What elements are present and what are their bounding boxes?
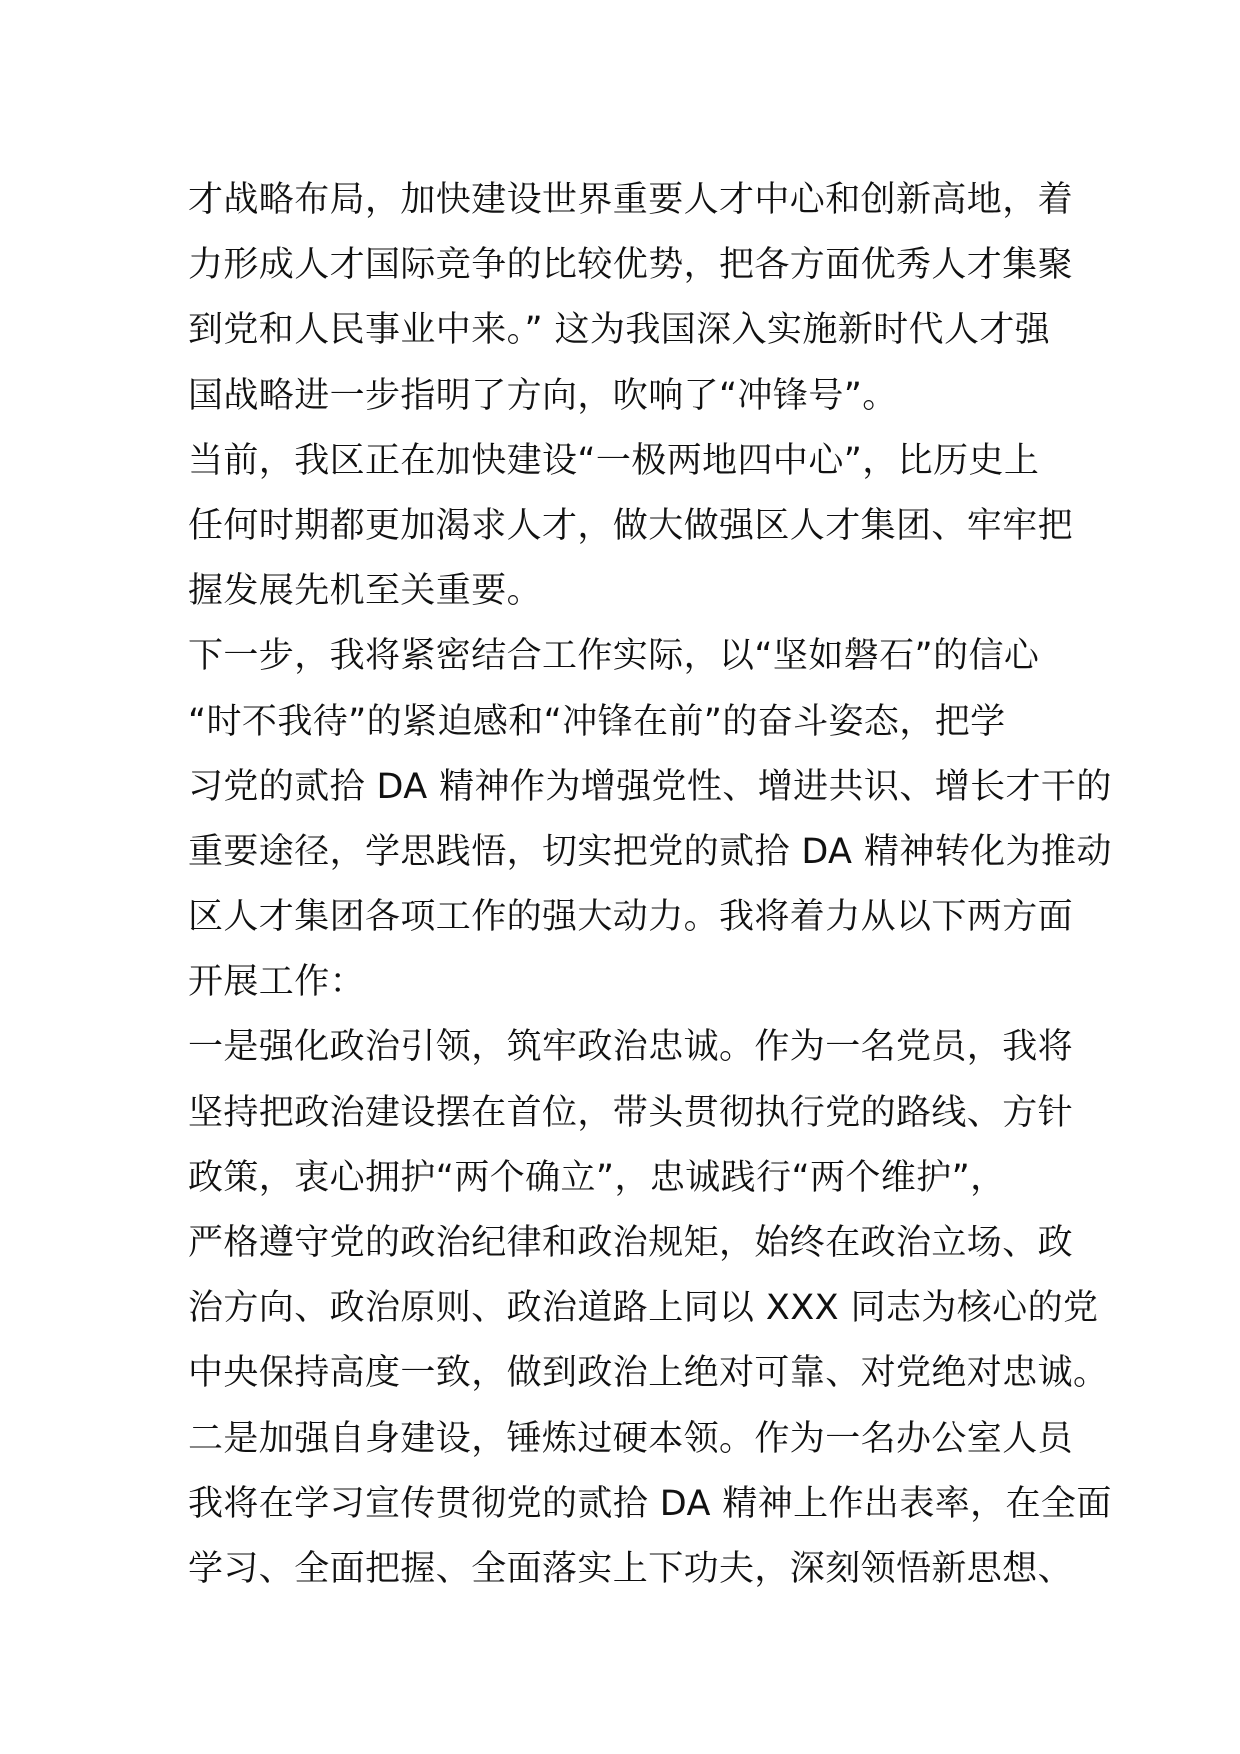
text-line-13: 开展工作： [188,962,366,1003]
text-line-5: 当前，我区正在加快建设“一极两地四中心”，比历史上 [188,440,1040,481]
text-line-9: “时不我待”的紧迫感和“冲锋在前”的奋斗姿态，把学 [188,701,1006,742]
text-line-3: 到党和人民事业中来。” 这为我国深入实施新时代人才强 [188,310,1051,351]
text-line-19: 中央保持高度一致，做到政治上绝对可靠、对党绝对忠诚。 [188,1353,1109,1394]
text-line-7: 握发展先机至关重要。 [188,571,543,612]
text-line-2: 力形成人才国际竞争的比较优势，把各方面优秀人才集聚 [188,245,1074,286]
text-line-4: 国战略进一步指明了方向，吹响了“冲锋号”。 [188,375,898,416]
text-line-20: 二是加强自身建设，锤炼过硬本领。作为一名办公室人员 [188,1418,1074,1459]
text-line-15: 坚持把政治建设摆在首位，带头贯彻执行党的路线、方针 [188,1092,1074,1133]
text-line-1: 才战略布局，加快建设世界重要人才中心和创新高地，着 [188,180,1074,220]
text-line-18: 治方向、政治原则、政治道路上同以 XXX 同志为核心的党 [188,1288,1099,1329]
text-line-16: 政策，衷心拥护“两个确立”，忠诚践行“两个维护”， [188,1157,1006,1198]
body-text [188,168,1112,1602]
text-line-17: 严格遵守党的政治纪律和政治规矩，始终在政治立场、政 [188,1223,1074,1263]
text-line-11: 重要途径，学思践悟，切实把党的贰拾 DA 精神转化为推动 [188,831,1112,872]
text-line-21: 我将在学习宣传贯彻党的贰拾 DA 精神上作出表率，在全面 [188,1483,1112,1524]
text-line-6: 任何时期都更加渴求人才，做大做强区人才集团、牢牢把 [188,505,1074,546]
text-line-12: 区人才集团各项工作的强大动力。我将着力从以下两方面 [188,897,1074,938]
text-line-8: 下一步，我将紧密结合工作实际，以“坚如磐石”的信心 [188,636,1040,677]
text-line-22: 学习、全面把握、全面落实上下功夫，深刻领悟新思想、 [188,1548,1074,1589]
text-line-10: 习党的贰拾 DA 精神作为增强党性、增进共识、增长才干的 [188,766,1112,807]
text-line-14: 一是强化政治引领，筑牢政治忠诚。作为一名党员，我将 [188,1027,1074,1068]
